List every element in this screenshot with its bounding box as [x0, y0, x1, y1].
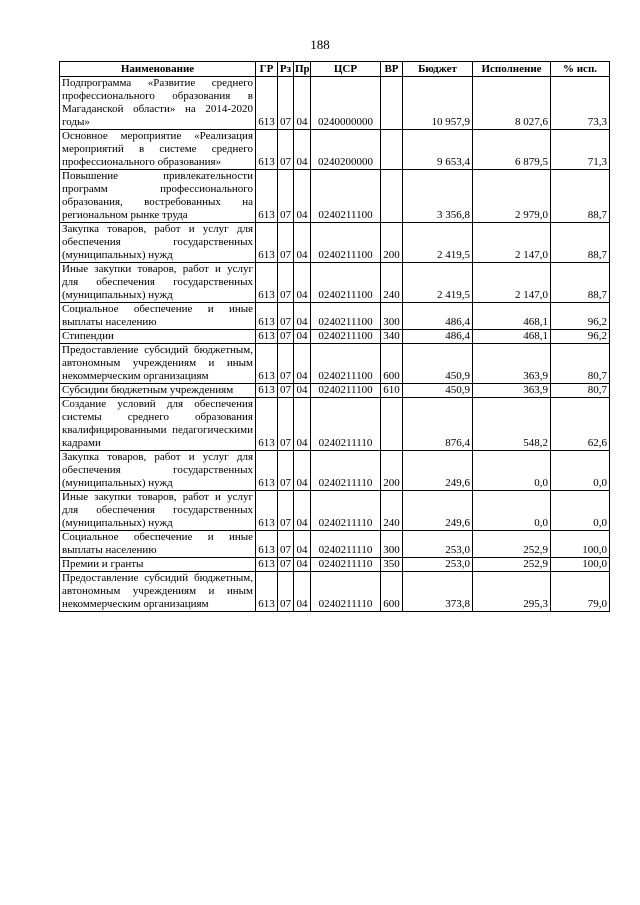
- header-vr: ВР: [381, 62, 403, 77]
- table-row: [60, 491, 610, 531]
- cell-rz: 07: [278, 263, 294, 303]
- cell-csr: 0240211100: [311, 170, 381, 223]
- cell-rz: 07: [278, 531, 294, 558]
- cell-rz: 07: [278, 170, 294, 223]
- table-row: [60, 330, 610, 344]
- cell-budget: 486,4: [403, 330, 473, 344]
- cell-vr: 240: [381, 491, 403, 531]
- cell-rz: 07: [278, 572, 294, 612]
- cell-budget: 2 419,5: [403, 223, 473, 263]
- cell-execution: 6 879,5: [473, 130, 551, 170]
- cell-budget: 249,6: [403, 451, 473, 491]
- cell-vr: 350: [381, 558, 403, 572]
- header-gr: ГР: [256, 62, 278, 77]
- table-row: [60, 263, 610, 303]
- header-name: Наименование: [60, 62, 256, 77]
- cell-percent: 80,7: [551, 384, 610, 398]
- cell-pr: 04: [294, 572, 311, 612]
- page-number: 188: [310, 37, 330, 52]
- cell-csr: 0240211100: [311, 344, 381, 384]
- table-row: [60, 572, 610, 612]
- cell-pr: 04: [294, 344, 311, 384]
- cell-csr: 0240200000: [311, 130, 381, 170]
- cell-vr: 600: [381, 572, 403, 612]
- cell-vr: 340: [381, 330, 403, 344]
- cell-csr: 0240211110: [311, 558, 381, 572]
- cell-pr: 04: [294, 170, 311, 223]
- header-budget: Бюджет: [403, 62, 473, 77]
- table-row: [60, 303, 610, 330]
- cell-name: Повышение привлекательности программ профессионального образования, востребованных на региональном рынке труда: [60, 170, 256, 223]
- table-row: [60, 384, 610, 398]
- cell-pr: 04: [294, 223, 311, 263]
- cell-rz: 07: [278, 398, 294, 451]
- table-row: [60, 170, 610, 223]
- cell-execution: 2 147,0: [473, 263, 551, 303]
- cell-gr: 613: [256, 558, 278, 572]
- cell-vr: [381, 398, 403, 451]
- cell-execution: 2 147,0: [473, 223, 551, 263]
- cell-vr: [381, 77, 403, 130]
- cell-csr: 0240211100: [311, 303, 381, 330]
- cell-name: Иные закупки товаров, работ и услуг для обеспечения государственных (муниципальных) нужд: [60, 263, 256, 303]
- cell-budget: 249,6: [403, 491, 473, 531]
- table-row: [60, 451, 610, 491]
- cell-gr: 613: [256, 572, 278, 612]
- cell-name: Закупка товаров, работ и услуг для обеспечения государственных (муниципальных) нужд: [60, 451, 256, 491]
- cell-rz: 07: [278, 77, 294, 130]
- cell-csr: 0240000000: [311, 77, 381, 130]
- table-row: [60, 558, 610, 572]
- cell-percent: 88,7: [551, 263, 610, 303]
- cell-execution: 2 979,0: [473, 170, 551, 223]
- cell-budget: 486,4: [403, 303, 473, 330]
- cell-pr: 04: [294, 531, 311, 558]
- cell-vr: 300: [381, 531, 403, 558]
- cell-rz: 07: [278, 330, 294, 344]
- cell-csr: 0240211110: [311, 491, 381, 531]
- table-row: [60, 223, 610, 263]
- cell-gr: 613: [256, 451, 278, 491]
- cell-budget: 253,0: [403, 531, 473, 558]
- cell-gr: 613: [256, 398, 278, 451]
- cell-rz: 07: [278, 223, 294, 263]
- cell-rz: 07: [278, 344, 294, 384]
- cell-name: Социальное обеспечение и иные выплаты населению: [60, 303, 256, 330]
- cell-execution: 252,9: [473, 558, 551, 572]
- cell-pr: 04: [294, 384, 311, 398]
- header-pr: Пр: [295, 62, 310, 75]
- cell-pr: 04: [294, 398, 311, 451]
- cell-execution: 468,1: [473, 303, 551, 330]
- cell-execution: 468,1: [473, 330, 551, 344]
- cell-name: Премии и гранты: [60, 558, 256, 572]
- cell-csr: 0240211110: [311, 572, 381, 612]
- cell-name: Подпрограмма «Развитие среднего профессионального образования в Магаданской области» на 2014-2020 годы»: [60, 77, 256, 130]
- cell-csr: 0240211100: [311, 330, 381, 344]
- cell-pr: 04: [294, 451, 311, 491]
- table-header-row: [60, 62, 610, 77]
- cell-percent: 73,3: [551, 77, 610, 130]
- cell-percent: 88,7: [551, 223, 610, 263]
- cell-percent: 0,0: [551, 491, 610, 531]
- cell-vr: 200: [381, 223, 403, 263]
- cell-vr: [381, 170, 403, 223]
- cell-gr: 613: [256, 330, 278, 344]
- cell-pr: 04: [294, 558, 311, 572]
- cell-vr: [381, 130, 403, 170]
- cell-budget: 10 957,9: [403, 77, 473, 130]
- cell-rz: 07: [278, 451, 294, 491]
- cell-budget: 373,8: [403, 572, 473, 612]
- cell-budget: 253,0: [403, 558, 473, 572]
- cell-gr: 613: [256, 263, 278, 303]
- cell-name: Стипендии: [60, 330, 256, 344]
- cell-budget: 3 356,8: [403, 170, 473, 223]
- cell-vr: 300: [381, 303, 403, 330]
- cell-execution: 252,9: [473, 531, 551, 558]
- cell-vr: 200: [381, 451, 403, 491]
- cell-pr: 04: [294, 330, 311, 344]
- cell-csr: 0240211110: [311, 398, 381, 451]
- cell-csr: 0240211110: [311, 531, 381, 558]
- cell-vr: 610: [381, 384, 403, 398]
- cell-csr: 0240211100: [311, 263, 381, 303]
- cell-budget: 450,9: [403, 344, 473, 384]
- header-rz: Рз: [278, 62, 294, 77]
- cell-execution: 0,0: [473, 491, 551, 531]
- cell-vr: 600: [381, 344, 403, 384]
- cell-percent: 96,2: [551, 303, 610, 330]
- cell-gr: 613: [256, 384, 278, 398]
- cell-name: Предоставление субсидий бюджетным, автономным учреждениям и иным некоммерческим организациям: [60, 344, 256, 384]
- cell-percent: 100,0: [551, 531, 610, 558]
- cell-execution: 363,9: [473, 344, 551, 384]
- table-body: [60, 77, 610, 612]
- cell-execution: 363,9: [473, 384, 551, 398]
- cell-execution: 295,3: [473, 572, 551, 612]
- cell-name: Предоставление субсидий бюджетным, автономным учреждениям и иным некоммерческим организациям: [60, 572, 256, 612]
- table-row: [60, 77, 610, 130]
- cell-percent: 88,7: [551, 170, 610, 223]
- cell-pr: 04: [294, 263, 311, 303]
- table-row: [60, 344, 610, 384]
- table-row: [60, 398, 610, 451]
- cell-execution: 8 027,6: [473, 77, 551, 130]
- cell-rz: 07: [278, 303, 294, 330]
- cell-gr: 613: [256, 344, 278, 384]
- cell-percent: 0,0: [551, 451, 610, 491]
- cell-gr: 613: [256, 223, 278, 263]
- cell-gr: 613: [256, 491, 278, 531]
- cell-budget: 2 419,5: [403, 263, 473, 303]
- cell-percent: 62,6: [551, 398, 610, 451]
- cell-execution: 548,2: [473, 398, 551, 451]
- cell-execution: 0,0: [473, 451, 551, 491]
- budget-execution-table: [59, 61, 610, 612]
- cell-gr: 613: [256, 170, 278, 223]
- header-percent: % исп.: [551, 62, 610, 77]
- cell-rz: 07: [278, 384, 294, 398]
- cell-gr: 613: [256, 303, 278, 330]
- cell-percent: 96,2: [551, 330, 610, 344]
- cell-percent: 79,0: [551, 572, 610, 612]
- table-row: [60, 531, 610, 558]
- cell-percent: 100,0: [551, 558, 610, 572]
- cell-percent: 80,7: [551, 344, 610, 384]
- cell-name: Социальное обеспечение и иные выплаты населению: [60, 531, 256, 558]
- header-execution: Исполнение: [473, 62, 551, 77]
- cell-name: Субсидии бюджетным учреждениям: [60, 384, 256, 398]
- cell-rz: 07: [278, 558, 294, 572]
- cell-rz: 07: [278, 130, 294, 170]
- cell-gr: 613: [256, 531, 278, 558]
- cell-percent: 71,3: [551, 130, 610, 170]
- cell-vr: 240: [381, 263, 403, 303]
- cell-pr: 04: [294, 491, 311, 531]
- cell-name: Создание условий для обеспечения системы среднего образования квалифицированными педагогическими кадрами: [60, 398, 256, 451]
- cell-csr: 0240211100: [311, 384, 381, 398]
- cell-csr: 0240211110: [311, 451, 381, 491]
- cell-budget: 9 653,4: [403, 130, 473, 170]
- cell-gr: 613: [256, 130, 278, 170]
- cell-csr: 0240211100: [311, 223, 381, 263]
- cell-rz: 07: [278, 491, 294, 531]
- cell-pr: 04: [294, 303, 311, 330]
- cell-name: Основное мероприятие «Реализация мероприятий в системе среднего профессионального образования»: [60, 130, 256, 170]
- cell-pr: 04: [294, 77, 311, 130]
- table-row: [60, 130, 610, 170]
- cell-budget: 876,4: [403, 398, 473, 451]
- cell-pr: 04: [294, 130, 311, 170]
- cell-budget: 450,9: [403, 384, 473, 398]
- cell-name: Иные закупки товаров, работ и услуг для обеспечения государственных (муниципальных) нужд: [60, 491, 256, 531]
- cell-gr: 613: [256, 77, 278, 130]
- cell-name: Закупка товаров, работ и услуг для обеспечения государственных (муниципальных) нужд: [60, 223, 256, 263]
- header-csr: ЦСР: [311, 62, 381, 77]
